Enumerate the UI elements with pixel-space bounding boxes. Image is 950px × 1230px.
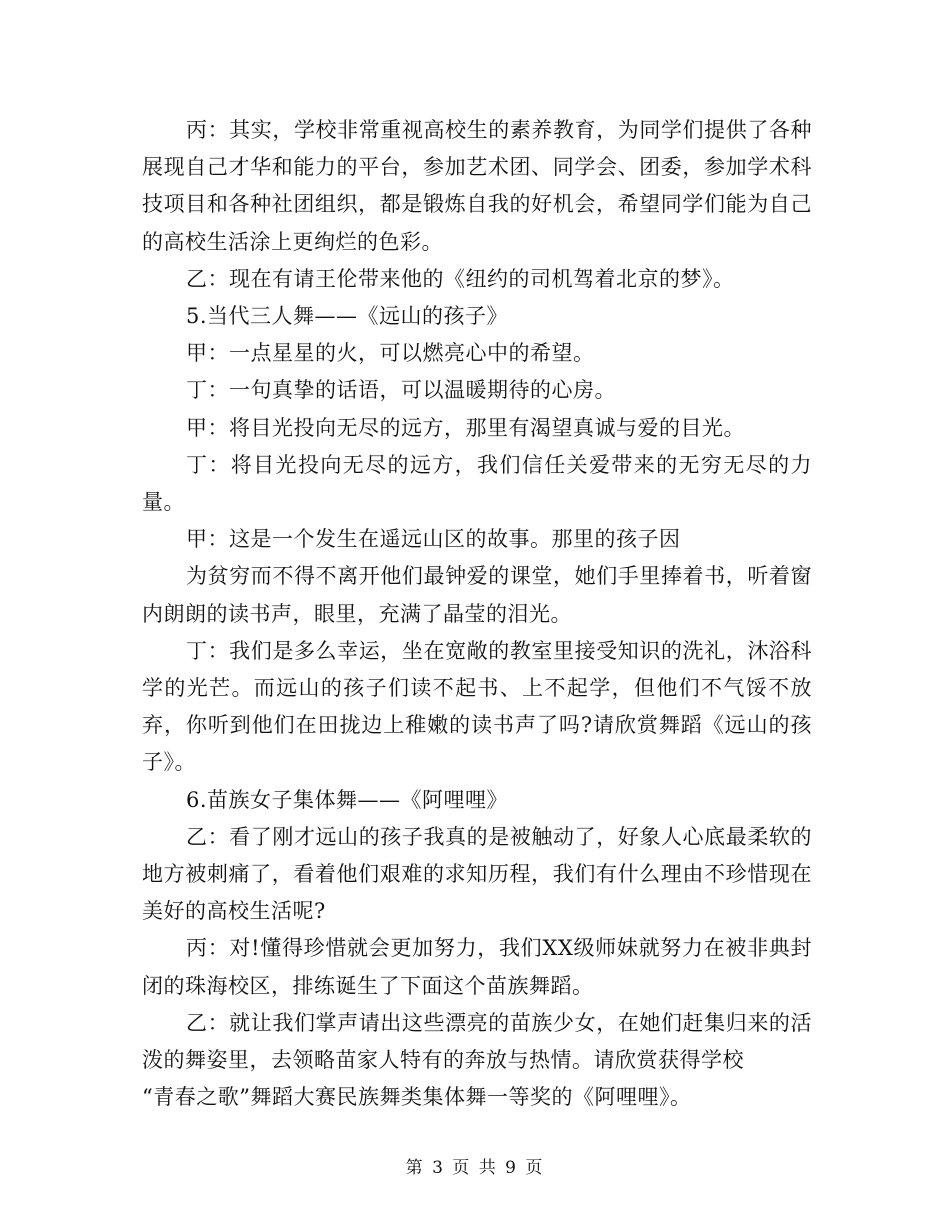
section-heading: 6.苗族女子集体舞——《阿哩哩》	[186, 787, 509, 812]
paragraph: 乙：看了刚才远山的孩子我真的是被触动了，好象人心底最柔软的地方被刺痛了，看着他们艰难的求知历程，我们有什么理由不珍惜现在美好的高校生活呢?	[142, 824, 812, 924]
paragraph: 丙：对!懂得珍惜就会更加努力，我们XX级师妹就努力在被非典封闭的珠海校区，排练诞生了下面这个苗族舞蹈。	[142, 936, 812, 998]
page-number-footer: 第 3 页 共 9 页	[405, 1158, 545, 1178]
paragraph: 丁：一句真挚的话语，可以温暖期待的心房。	[186, 378, 616, 403]
paragraph: 甲：这是一个发生在遥远山区的故事。那里的孩子因	[186, 527, 681, 552]
paragraph: 乙：现在有请王伦带来他的《纽约的司机驾着北京的梦》。	[186, 266, 735, 291]
paragraph: 乙：就让我们掌声请出这些漂亮的苗族少女，在她们赶集归来的活泼的舞姿里，去领略苗家人特有的奔放与热情。请欣赏获得学校	[142, 1010, 812, 1073]
paragraph: 甲：将目光投向无尽的远方，那里有渴望真诚与爱的目光。	[186, 415, 745, 440]
paragraph: 为贫穷而不得不离开他们最钟爱的课堂，她们手里捧着书，听着窗内朗朗的读书声，眼里，充满了晶莹的泪光。	[142, 564, 812, 626]
section-heading: 5.当代三人舞——《远山的孩子》	[186, 304, 509, 329]
paragraph: 甲：一点星星的火，可以燃亮心中的希望。	[186, 341, 595, 366]
paragraph: 丁：我们是多么幸运，坐在宽敞的教室里接受知识的洗礼，沐浴科学的光芒。而远山的孩子们读不起书、上不起学，但他们不气馁不放弃，你听到他们在田拢边上稚嫩的读书声了吗?请欣赏舞蹈《远山的孩子》。	[142, 638, 812, 775]
paragraph: “青春之歌”舞蹈大赛民族舞类集体舞一等奖的《阿哩哩》。	[142, 1085, 692, 1110]
paragraph: 丁：将目光投向无尽的远方，我们信任关爱带来的无穷无尽的力量。	[142, 452, 812, 515]
paragraph: 丙：其实，学校非常重视高校生的素养教育，为同学们提供了各种展现自己才华和能力的平台，参加艺术团、同学会、团委，参加学术科技项目和各种社团组织，都是锻炼自我的好机会，希望同学们能为自己的高校生活涂上更绚烂的色彩。	[142, 118, 812, 254]
document-body	[142, 112, 812, 1116]
